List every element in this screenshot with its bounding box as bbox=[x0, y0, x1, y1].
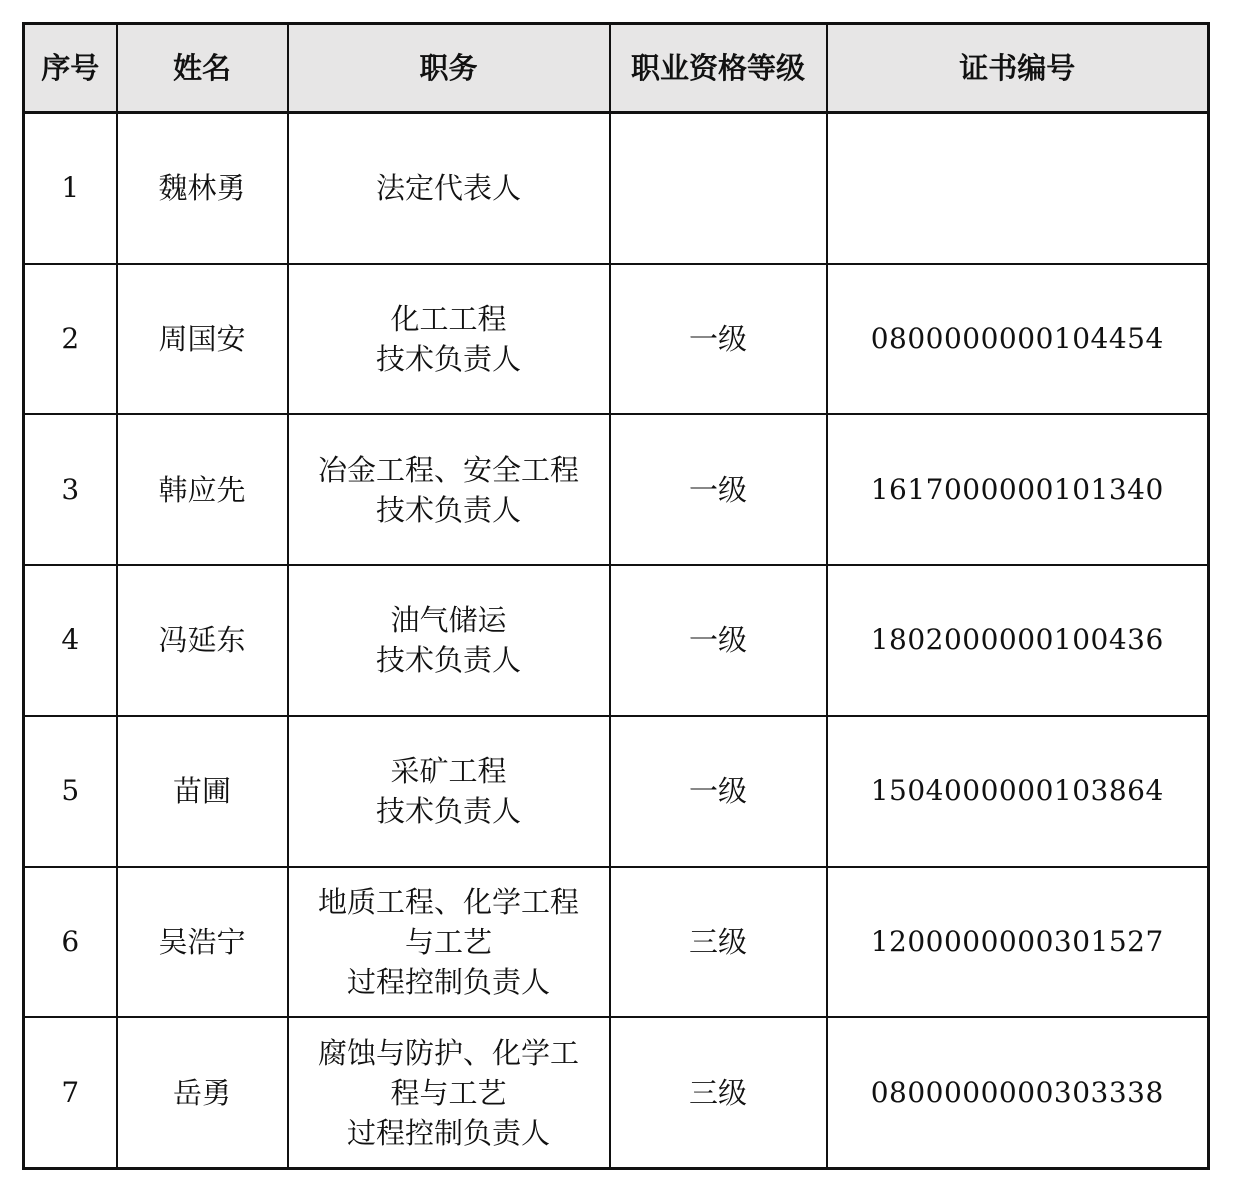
header-cert: 证书编号 bbox=[827, 24, 1209, 113]
header-name: 姓名 bbox=[117, 24, 288, 113]
table-row bbox=[24, 1017, 1209, 1168]
cell-cert: 1200000000301527 bbox=[827, 867, 1209, 1018]
staff-qualification-table bbox=[22, 22, 1210, 1170]
duty-line: 地质工程、化学工程 bbox=[317, 884, 579, 919]
cell-name: 韩应先 bbox=[117, 414, 288, 565]
cell-level: 一级 bbox=[610, 565, 827, 716]
cell-level: 一级 bbox=[610, 264, 827, 415]
header-duty: 职务 bbox=[288, 24, 610, 113]
cell-seq: 2 bbox=[24, 264, 117, 415]
cell-seq: 1 bbox=[24, 113, 117, 264]
duty-line: 技术负责人 bbox=[375, 794, 521, 829]
cell-seq: 3 bbox=[24, 414, 117, 565]
cell-seq: 7 bbox=[24, 1017, 117, 1168]
cell-name: 吴浩宁 bbox=[117, 867, 288, 1018]
cell-name: 苗圃 bbox=[117, 716, 288, 867]
cell-cert bbox=[827, 113, 1209, 264]
table-row bbox=[24, 867, 1209, 1018]
duty-line: 与工艺 bbox=[404, 924, 492, 959]
cell-duty bbox=[288, 414, 610, 565]
cell-duty bbox=[288, 716, 610, 867]
table-row bbox=[24, 113, 1209, 264]
table-row bbox=[24, 264, 1209, 415]
cell-duty bbox=[288, 113, 610, 264]
cell-cert: 0800000000303338 bbox=[827, 1017, 1209, 1168]
cell-level: 三级 bbox=[610, 1017, 827, 1168]
cell-name: 岳勇 bbox=[117, 1017, 288, 1168]
table-row bbox=[24, 414, 1209, 565]
cell-cert: 1802000000100436 bbox=[827, 565, 1209, 716]
table-row bbox=[24, 716, 1209, 867]
cell-seq: 4 bbox=[24, 565, 117, 716]
cell-name: 魏林勇 bbox=[117, 113, 288, 264]
cell-level bbox=[610, 113, 827, 264]
cell-duty bbox=[288, 1017, 610, 1168]
cell-level: 三级 bbox=[610, 867, 827, 1018]
header-level: 职业资格等级 bbox=[610, 24, 827, 113]
duty-line: 过程控制负责人 bbox=[346, 1115, 550, 1150]
duty-line: 腐蚀与防护、化学工 bbox=[317, 1035, 579, 1070]
cell-cert: 1617000000101340 bbox=[827, 414, 1209, 565]
duty-line: 冶金工程、安全工程 bbox=[317, 452, 579, 487]
cell-seq: 5 bbox=[24, 716, 117, 867]
duty-line: 法定代表人 bbox=[375, 171, 521, 206]
cell-seq: 6 bbox=[24, 867, 117, 1018]
header-seq: 序号 bbox=[24, 24, 117, 113]
header-row bbox=[24, 24, 1209, 113]
cell-level: 一级 bbox=[610, 414, 827, 565]
duty-line: 采矿工程 bbox=[390, 754, 507, 789]
duty-line: 技术负责人 bbox=[375, 492, 521, 527]
cell-name: 周国安 bbox=[117, 264, 288, 415]
cell-duty bbox=[288, 565, 610, 716]
cell-cert: 0800000000104454 bbox=[827, 264, 1209, 415]
table-row bbox=[24, 565, 1209, 716]
cell-level: 一级 bbox=[610, 716, 827, 867]
cell-duty bbox=[288, 264, 610, 415]
duty-line: 化工工程 bbox=[390, 302, 507, 337]
cell-duty bbox=[288, 867, 610, 1018]
duty-line: 程与工艺 bbox=[390, 1075, 507, 1110]
cell-cert: 1504000000103864 bbox=[827, 716, 1209, 867]
cell-name: 冯延东 bbox=[117, 565, 288, 716]
duty-line: 过程控制负责人 bbox=[346, 964, 550, 999]
duty-line: 油气储运 bbox=[390, 603, 507, 638]
duty-line: 技术负责人 bbox=[375, 342, 521, 377]
duty-line: 技术负责人 bbox=[375, 643, 521, 678]
